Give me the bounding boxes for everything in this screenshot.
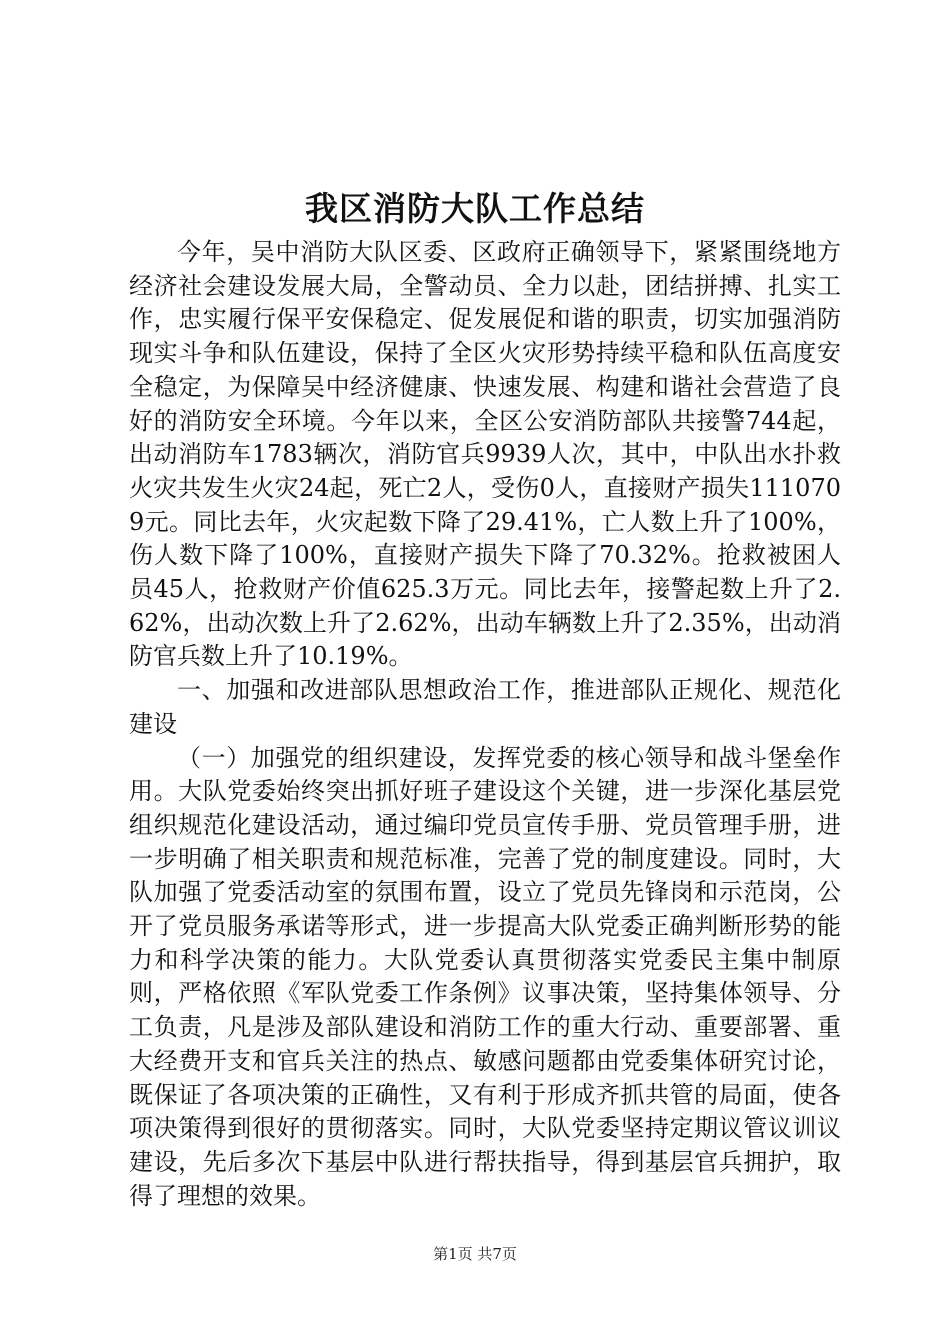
intro-paragraph: 今年，吴中消防大队区委、区政府正确领导下，紧紧围绕地方经济社会建设发展大局，全警动员、全力以赴，团结拼搏、扎实工作，忠实履行保平安保稳定、促发展促和谐的职责，切实加强消防现实斗争和队伍建设，保持了全区火灾形势持续平稳和队伍高度安全稳定，为保障吴中经济健康、快速发展、构建和谐社会营造了良好的消防安全环境。今年以来，全区公安消防部队共接警744起，出动消防车1783辆次，消防官兵9939人次，其中，中队出水扑救火灾共发生火灾24起，死亡2人，受伤0人，直接财产损失1110709元。同比去年，火灾起数下降了29.41%，亡人数上升了100%，伤人数下降了100%，直接财产损失下降了70.32%。抢救被困人员45人，抢救财产价值625.3万元。同比去年，接警起数上升了2.62%，出动次数上升了2.62%，出动车辆数上升了2.35%，出动消防官兵数上升了10.19%。 (129, 238, 841, 671)
document-body (129, 236, 841, 1213)
subsection-paragraph: （一）加强党的组织建设，发挥党委的核心领导和战斗堡垒作用。大队党委始终突出抓好班子建设这个关键，进一步深化基层党组织规范化建设活动，通过编印党员宣传手册、党员管理手册，进一步明确了相关职责和规范标准，完善了党的制度建设。同时，大队加强了党委活动室的氛围布置，设立了党员先锋岗和示范岗，公开了党员服务承诺等形式，进一步提高大队党委正确判断形势的能力和科学决策的能力。大队党委认真贯彻落实党委民主集中制原则，严格依照《军队党委工作条例》议事决策，坚持集体领导、分工负责，凡是涉及部队建设和消防工作的重大行动、重要部署、重大经费开支和官兵关注的热点、敏感问题都由党委集体研究讨论，既保证了各项决策的正确性，又有利于形成齐抓共管的局面，使各项决策得到很好的贯彻落实。同时，大队党委坚持定期议管议训议建设，先后多次下基层中队进行帮扶指导，得到基层官兵拥护，取得了理想的效果。 (129, 743, 841, 1210)
page-footer: 第1页 共7页 (433, 1245, 517, 1263)
section-heading: 一、加强和改进部队思想政治工作，推进部队正规化、规范化建设 (129, 676, 841, 738)
document-title: 我区消防大队工作总结 (305, 189, 645, 228)
